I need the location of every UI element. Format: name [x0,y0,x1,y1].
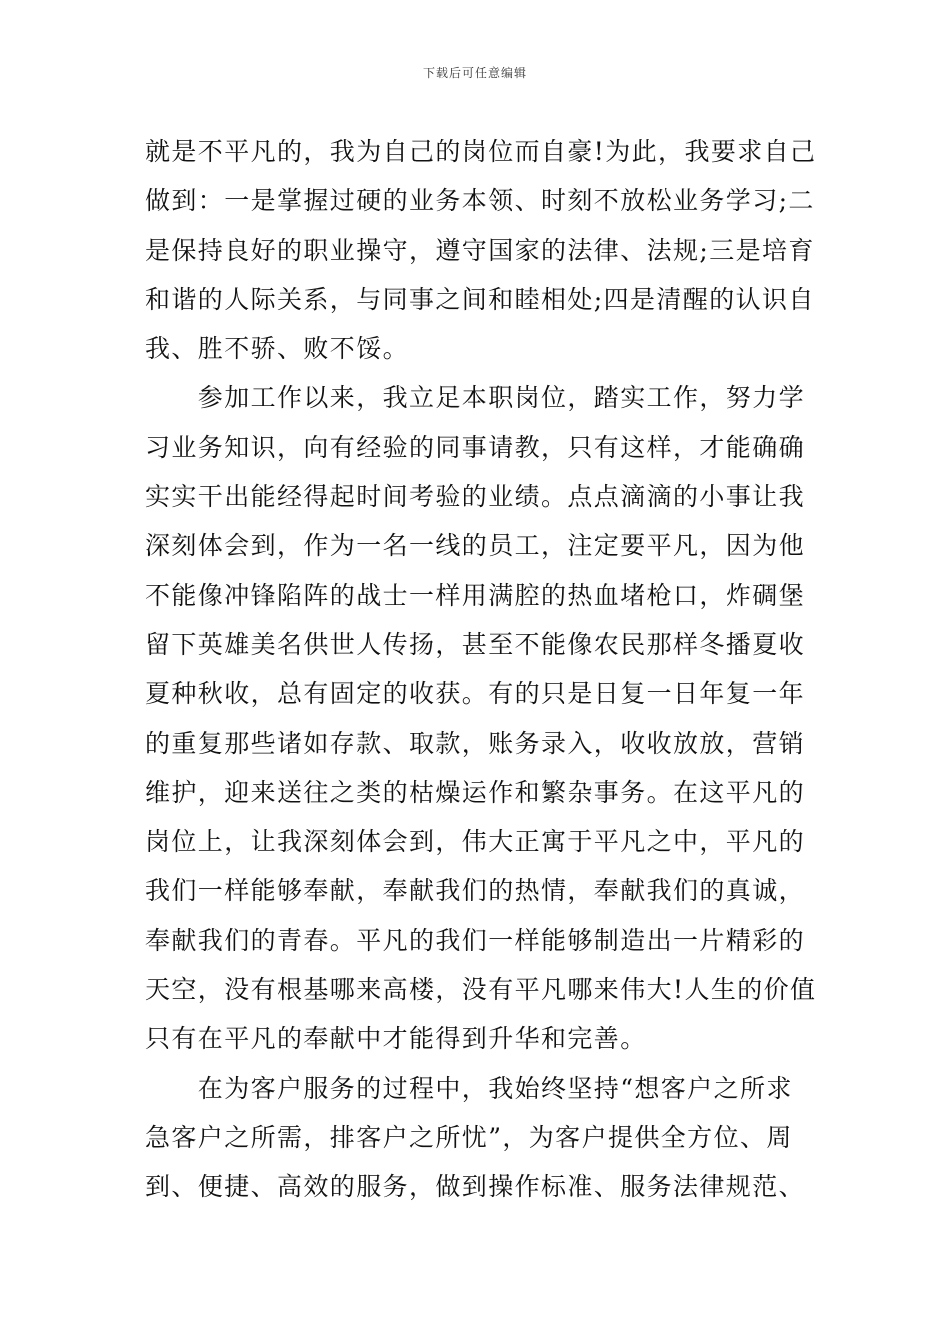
text-line: 就是不平凡的，我为自己的岗位而自豪!为此，我要求自己 [145,137,817,166]
text-line: 的重复那些诸如存款、取款，账务录入，收收放放，营销 [145,728,806,758]
text-line: 奉献我们的青春。平凡的我们一样能够制造出一片精彩的 [145,925,806,955]
page-header: 下载后可任意编辑 [422,66,527,80]
text-line: 只有在平凡的奉献中才能得到升华和完善。 [145,1024,647,1054]
text-line: 习业务知识，向有经验的同事请教，只有这样，才能确确 [145,432,806,462]
text-line: 岗位上，让我深刻体会到，伟大正寓于平凡之中，平凡的 [145,827,806,857]
text-line: 不能像冲锋陷阵的战士一样用满腔的热血堵枪口，炸碉堡 [145,580,806,610]
text-line: 是保持良好的职业操守，遵守国家的法律、法规;三是培育 [145,235,815,265]
text-line: 急客户之所需，排客户之所忧”，为客户提供全方位、周 [145,1122,793,1152]
text-line: 我、胜不骄、败不馁。 [145,334,410,364]
text-line: 维护，迎来送往之类的枯燥运作和繁杂事务。在这平凡的 [145,777,806,807]
text-line: 实实干出能经得起时间考验的业绩。点点滴滴的小事让我 [145,482,806,512]
text-line: 天空，没有根基哪来高楼，没有平凡哪来伟大!人生的价值 [145,975,817,1005]
text-line: 参加工作以来，我立足本职岗位，踏实工作，努力学 [145,383,806,413]
text-line: 深刻体会到，作为一名一线的员工，注定要平凡，因为他 [145,531,806,561]
text-line: 和谐的人际关系，与同事之间和睦相处;四是清醒的认识自 [145,284,815,314]
text-line: 到、便捷、高效的服务，做到操作标准、服务法律规范、 [145,1172,806,1202]
text-line: 留下英雄美名供世人传扬，甚至不能像农民那样冬播夏收 [145,629,806,659]
text-line: 做到：一是掌握过硬的业务本领、时刻不放松业务学习;二 [145,186,815,216]
text-line: 在为客户服务的过程中，我始终坚持“想客户之所求 [145,1073,793,1103]
text-line: 我们一样能够奉献，奉献我们的热情，奉献我们的真诚， [145,876,806,906]
text-line: 夏种秋收，总有固定的收获。有的只是日复一日年复一年 [145,679,806,709]
document-body [145,127,817,1212]
